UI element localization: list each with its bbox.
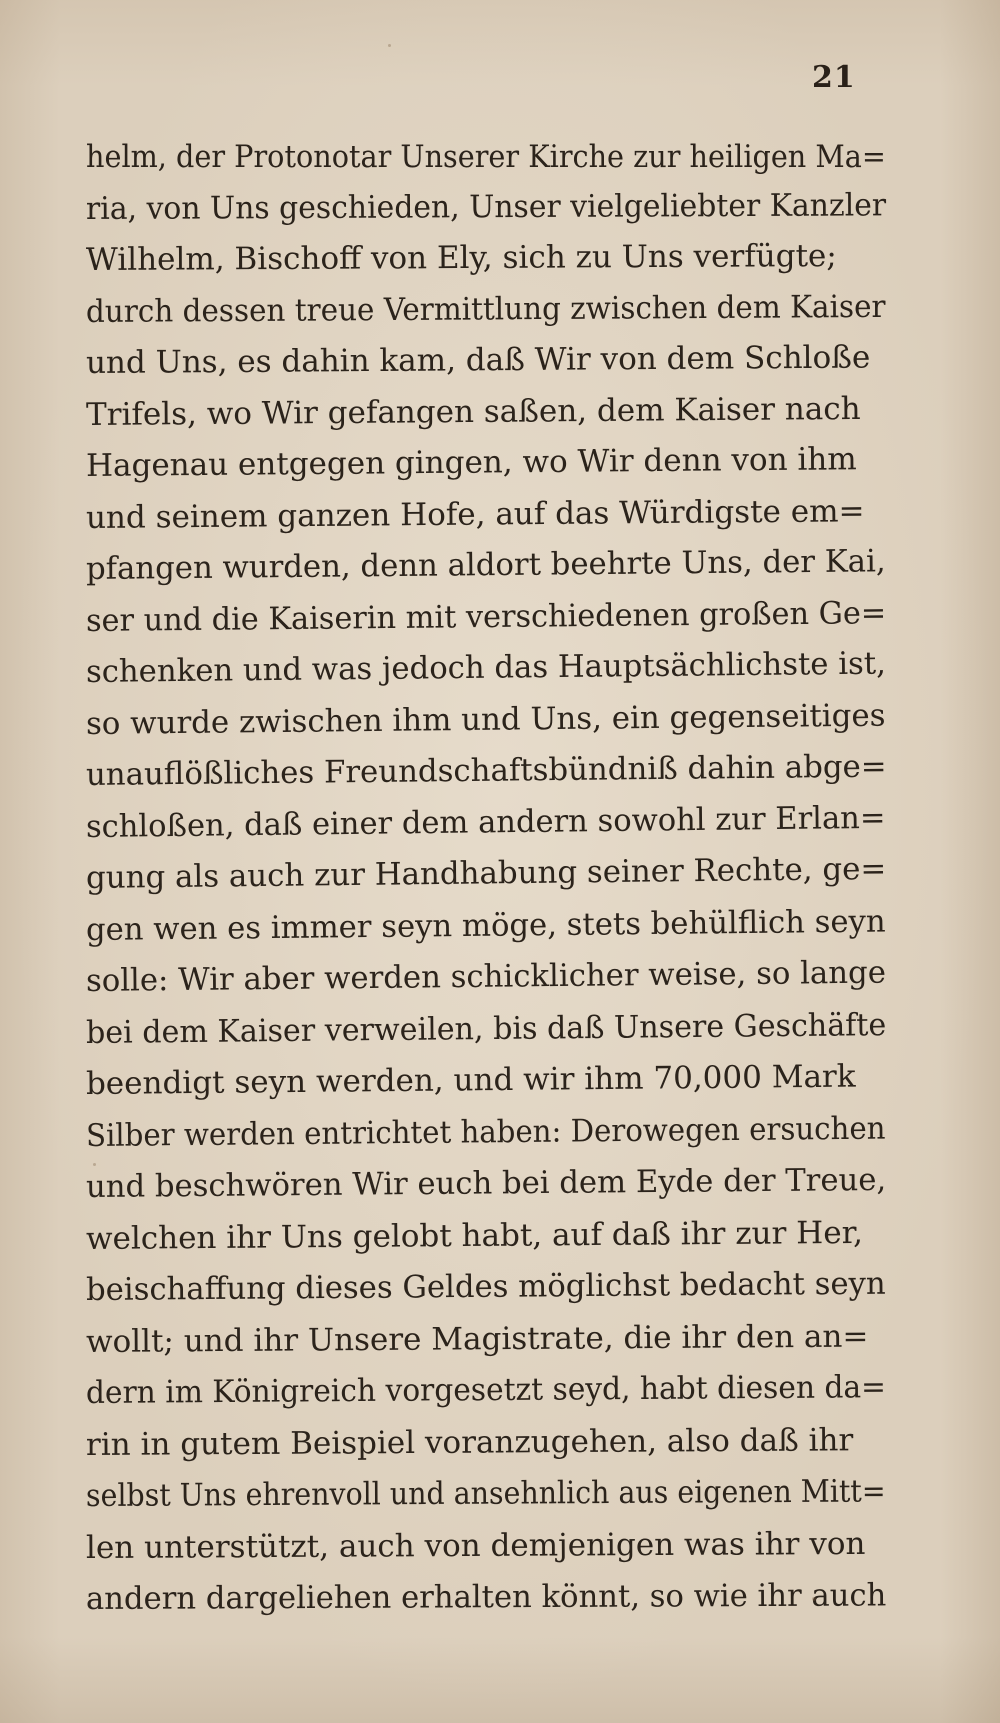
body-text <box>86 132 886 1626</box>
text-line: solle: Wir aber werden schicklicher weise, so lange <box>85 954 887 999</box>
text-line: selbst Uns ehrenvoll und ansehnlich aus eigenen Mitt= <box>85 1473 886 1514</box>
text-line: durch dessen treue Vermittlung zwischen dem Kaiser <box>85 288 886 330</box>
paper-speck <box>93 1163 96 1166</box>
text-line: Hagenau entgegen gingen, wo Wir denn von ihm <box>85 441 857 484</box>
text-line: ria, von Uns geschieden, Unser vielgeliebter Kanzler <box>85 186 887 227</box>
text-line: gen wen es immer seyn möge, stets behülflich seyn <box>85 903 886 948</box>
text-line: andern dargeliehen erhalten könnt, so wie ihr auch <box>85 1577 887 1617</box>
text-line: len unterstützt, auch von demjenigen was ihr von <box>85 1525 866 1566</box>
text-line: helm, der Protonotar Unserer Kirche zur heiligen Ma= <box>86 139 886 175</box>
text-line: schloßen, daß einer dem andern sowohl zur Erlan= <box>85 799 886 845</box>
text-line: unauflößliches Freundschaftsbündniß dahin abge= <box>85 748 887 793</box>
text-line: pfangen wurden, denn aldort beehrte Uns, der Kai, <box>85 543 886 587</box>
text-line: rin in gutem Beispiel voranzugehen, also daß ihr <box>85 1421 854 1463</box>
text-line: wollt; und ihr Unsere Magistrate, die ihr den an= <box>85 1318 869 1360</box>
paper-speck <box>812 1597 816 1601</box>
text-line: und seinem ganzen Hofe, auf das Würdigste em= <box>85 492 865 536</box>
text-line: schenken und was jedoch das Hauptsächlichste ist, <box>85 645 887 690</box>
text-line: beischaffung dieses Geldes möglichst bedacht seyn <box>85 1265 886 1308</box>
text-line: gung als auch zur Handhabung seiner Rechte, ge= <box>85 850 887 896</box>
paper-speck <box>388 44 391 47</box>
text-line: ser und die Kaiserin mit verschiedenen großen Ge= <box>85 594 887 639</box>
text-line: welchen ihr Uns gelobt habt, auf daß ihr zur Her, <box>85 1214 864 1257</box>
page-number: 21 <box>812 60 856 95</box>
text-line: beendigt seyn werden, und wir ihm 70,000 Mark <box>85 1058 856 1102</box>
text-line: Wilhelm, Bischoff von Ely, sich zu Uns verfügte; <box>85 238 837 278</box>
text-line: Silber werden entrichtet haben: Derowegen ersuchen <box>85 1110 886 1154</box>
text-line: dern im Königreich vorgesetzt seyd, habt diesen da= <box>85 1369 887 1411</box>
text-line: Trifels, wo Wir gefangen saßen, dem Kaiser nach <box>85 390 861 433</box>
text-line: so wurde zwischen ihm und Uns, ein gegenseitiges <box>85 697 886 742</box>
text-line: bei dem Kaiser verweilen, bis daß Unsere Geschäfte <box>85 1006 887 1051</box>
text-line: und Uns, es dahin kam, daß Wir von dem Schloße <box>85 339 871 381</box>
text-line: und beschwören Wir euch bei dem Eyde der Treue, <box>85 1161 887 1205</box>
